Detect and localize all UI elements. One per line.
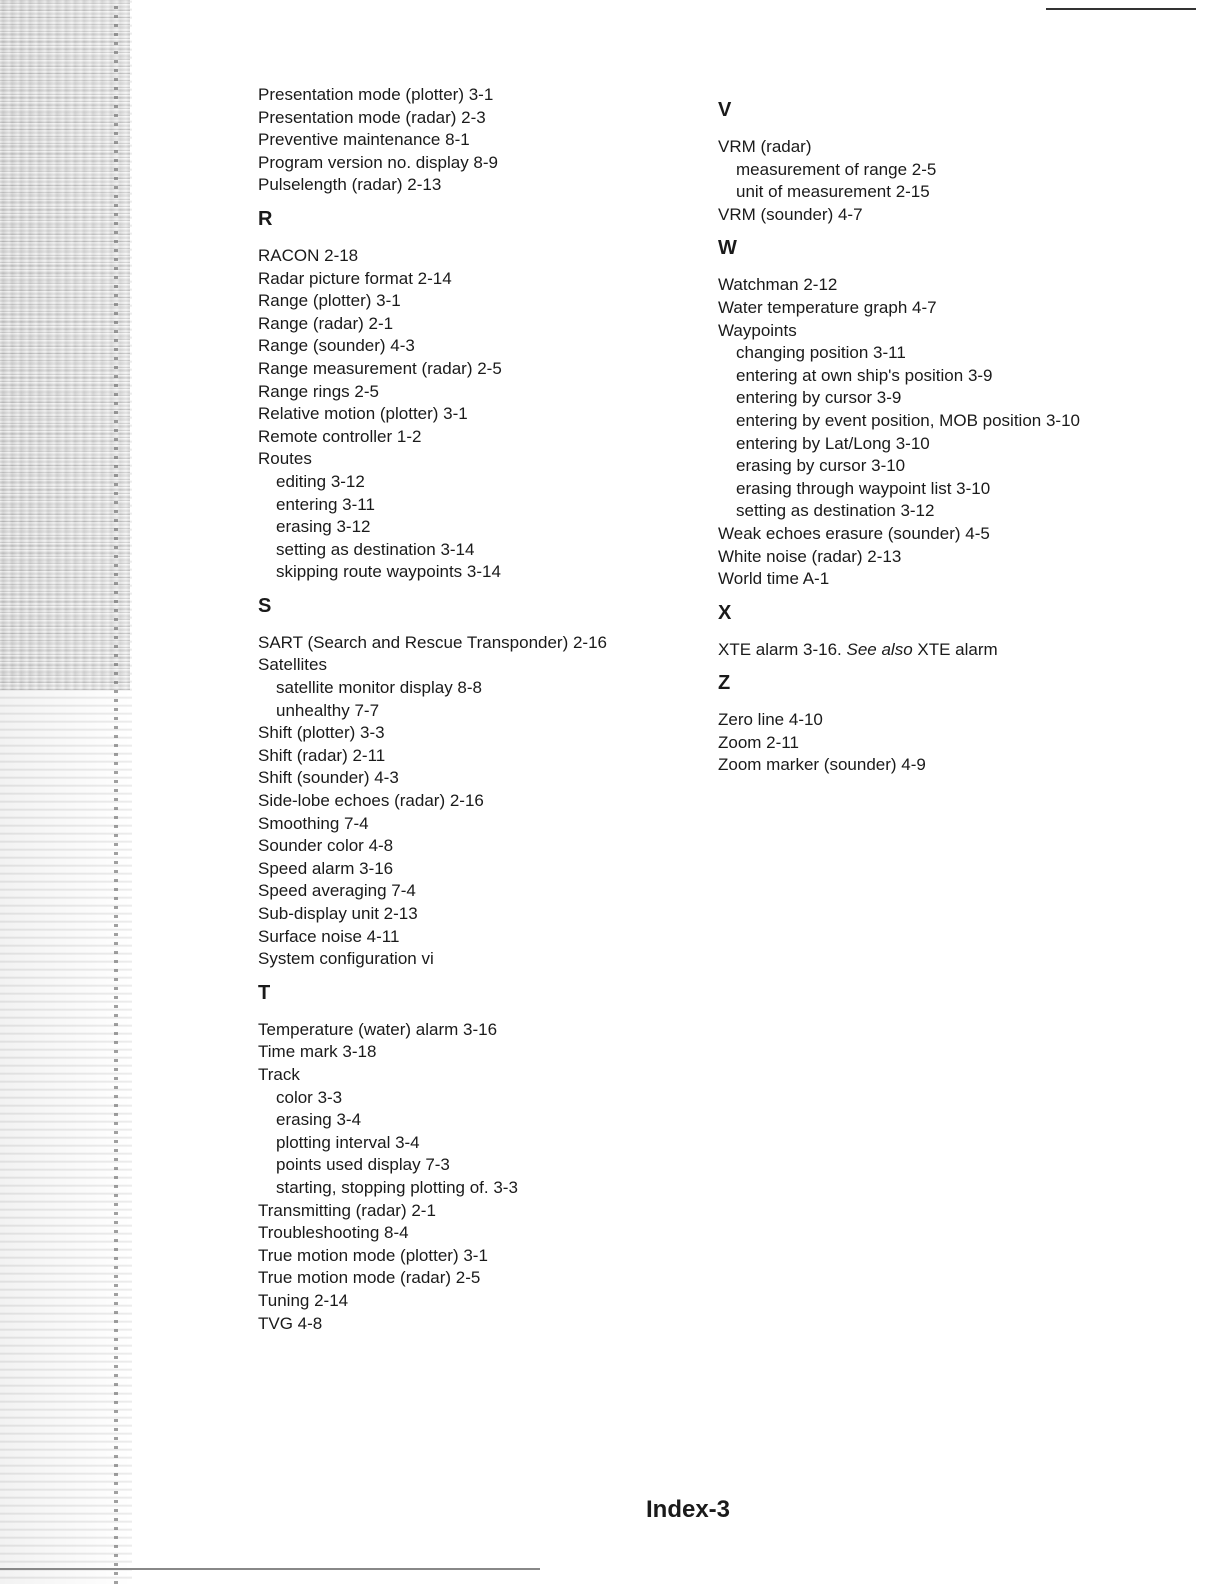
index-entry: Track	[258, 1064, 300, 1084]
index-subentry: entering by cursor 3-9	[736, 388, 902, 408]
index-subentry: unhealthy 7-7	[276, 700, 380, 720]
index-subentry: erasing 3-12	[276, 517, 371, 537]
index-subentry: satellite monitor display 8-8	[276, 678, 482, 698]
index-subentry: unit of measurement 2-15	[736, 182, 930, 202]
index-section-letter: S	[258, 594, 272, 617]
index-entry: Sounder color 4-8	[258, 836, 394, 856]
index-entry-text: XTE alarm 3-16.	[718, 639, 847, 659]
index-subentry: erasing 3-4	[276, 1110, 362, 1130]
index-entry: Range rings 2-5	[258, 381, 379, 401]
index-entry: Range (plotter) 3-1	[258, 291, 401, 311]
index-entry: Watchman 2-12	[718, 275, 838, 295]
scan-binding-edge	[114, 0, 118, 1584]
index-subentry: entering at own ship's position 3-9	[736, 365, 993, 385]
index-entry: Program version no. display 8-9	[258, 152, 499, 172]
index-entry: Zero line 4-10	[718, 710, 823, 730]
index-entry: Weak echoes erasure (sounder) 4-5	[718, 523, 990, 543]
index-subentry: erasing by cursor 3-10	[736, 456, 906, 476]
index-entry: SART (Search and Rescue Transponder) 2-16	[258, 632, 608, 652]
index-subentry: entering by Lat/Long 3-10	[736, 433, 930, 453]
index-subentry: skipping route waypoints 3-14	[276, 562, 501, 582]
page-number: Index-3	[646, 1496, 731, 1523]
index-entry: Presentation mode (radar) 2-3	[258, 107, 486, 127]
index-section-letter: R	[258, 207, 273, 230]
index-entry: Waypoints	[718, 320, 797, 340]
index-entry: Range (radar) 2-1	[258, 313, 394, 333]
index-entry: Tuning 2-14	[258, 1290, 349, 1310]
index-entry: Water temperature graph 4-7	[718, 297, 937, 317]
index-entry: Speed alarm 3-16	[258, 858, 394, 878]
index-subentry: starting, stopping plotting of. 3-3	[276, 1177, 518, 1197]
index-entry: VRM (radar)	[718, 137, 812, 156]
index-entry: True motion mode (plotter) 3-1	[258, 1245, 488, 1265]
bottom-rule	[0, 1568, 540, 1570]
index-entry: Side-lobe echoes (radar) 2-16	[258, 791, 484, 811]
index-entry: Surface noise 4-11	[258, 926, 400, 946]
index-subentry: points used display 7-3	[276, 1155, 450, 1175]
see-also-label: See also	[846, 639, 913, 659]
index-entry: TVG 4-8	[258, 1313, 323, 1333]
index-subentry: measurement of range 2-5	[736, 159, 937, 179]
index-entry: RACON 2-18	[258, 245, 359, 265]
index-subentry: setting as destination 3-12	[736, 501, 935, 521]
index-entry: Routes	[258, 449, 312, 469]
index-subentry: changing position 3-11	[736, 343, 906, 363]
index-entry: Transmitting (radar) 2-1	[258, 1200, 436, 1220]
index-entry: Shift (plotter) 3-3	[258, 723, 385, 743]
index-entry: Time mark 3-18	[258, 1042, 377, 1062]
index-subentry: editing 3-12	[276, 471, 365, 491]
see-also-target: XTE alarm	[912, 639, 998, 659]
index-subentry: entering by event position, MOB position 3-10	[736, 410, 1080, 430]
index-subentry: erasing through waypoint list 3-10	[736, 478, 991, 498]
index-entry: True motion mode (radar) 2-5	[258, 1268, 481, 1288]
index-section-letter: X	[718, 601, 732, 624]
index-entry: Presentation mode (plotter) 3-1	[258, 85, 494, 104]
index-entry: Temperature (water) alarm 3-16	[258, 1019, 498, 1039]
index-entry: Range measurement (radar) 2-5	[258, 358, 502, 378]
index-entry: Speed averaging 7-4	[258, 881, 416, 901]
index-entry: Smoothing 7-4	[258, 813, 369, 833]
index-entry: System configuration vi	[258, 949, 434, 969]
index-section-letter: Z	[718, 672, 731, 695]
index-section-letter: T	[258, 981, 271, 1004]
index-column-right	[718, 88, 1198, 777]
index-column-left	[258, 84, 688, 1335]
index-entry: Remote controller 1-2	[258, 426, 422, 446]
index-subentry: entering 3-11	[276, 494, 375, 514]
index-entry: Satellites	[258, 655, 327, 675]
index-entry: Troubleshooting 8-4	[258, 1223, 409, 1243]
index-entry: Range (sounder) 4-3	[258, 336, 415, 356]
index-entry: Pulselength (radar) 2-13	[258, 175, 442, 195]
top-rule	[1046, 8, 1196, 10]
index-entry	[718, 639, 1198, 662]
index-subentry: plotting interval 3-4	[276, 1132, 420, 1152]
index-entry: Relative motion (plotter) 3-1	[258, 404, 468, 424]
index-entry: Preventive maintenance 8-1	[258, 130, 470, 150]
index-entry: White noise (radar) 2-13	[718, 546, 902, 566]
index-entry: Radar picture format 2-14	[258, 268, 452, 288]
index-section-letter: V	[718, 99, 732, 121]
index-entry: Zoom 2-11	[718, 732, 799, 752]
index-subentry: setting as destination 3-14	[276, 539, 475, 559]
index-entry: World time A-1	[718, 569, 830, 589]
index-section-letter: W	[718, 237, 737, 260]
index-entry: VRM (sounder) 4-7	[718, 204, 863, 224]
index-entry: Shift (radar) 2-11	[258, 745, 386, 765]
index-entry: Sub-display unit 2-13	[258, 904, 418, 923]
scan-binding-noise	[0, 0, 130, 690]
index-entry: Zoom marker (sounder) 4-9	[718, 755, 926, 775]
index-subentry: color 3-3	[276, 1087, 343, 1107]
index-entry: Shift (sounder) 4-3	[258, 768, 399, 788]
